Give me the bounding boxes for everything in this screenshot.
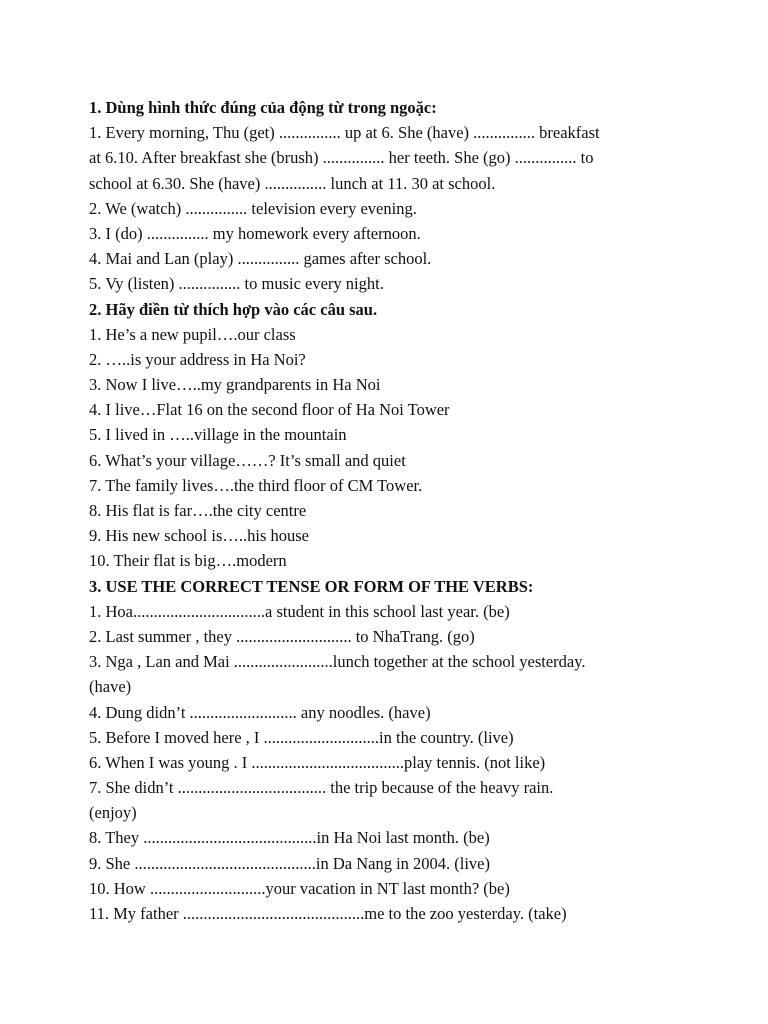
- exercise-line: 2. Last summer , they ............................ to NhaTrang. (go): [89, 626, 475, 646]
- exercise-line: 11. My father ............................................me to the zoo yesterday. (take): [89, 904, 567, 923]
- exercise-line: 7. The family lives….the third floor of CM Tower.: [89, 475, 423, 495]
- exercise-line: 8. His flat is far….the city centre: [89, 501, 307, 520]
- exercise-line: 5. I lived in …..village in the mountain: [89, 425, 347, 445]
- exercise-line: 4. Dung didn’t .......................... any noodles. (have): [89, 702, 431, 722]
- exercise-line: 1. Hoa................................a student in this school last year. (be): [89, 601, 510, 621]
- exercise-line: 3. Nga , Lan and Mai ........................lunch together at the school yesterday.: [89, 652, 586, 672]
- exercise-line: 2. …..is your address in Ha Noi?: [89, 349, 306, 369]
- exercise-line: 4. Mai and Lan (play) ............... games after school.: [89, 249, 432, 269]
- exercise-line: at 6.10. After breakfast she (brush) ............... her teeth. She (go) ............... to: [89, 148, 594, 168]
- exercise-line: 5. Vy (listen) ............... to music every night.: [89, 274, 384, 294]
- exercise-line: school at 6.30. She (have) ............... lunch at 11. 30 at school.: [89, 173, 496, 193]
- exercise-line: 7. She didn’t .................................... the trip because of the heavy rain.: [89, 778, 554, 798]
- section-heading: 2. Hãy điền từ thích hợp vào các câu sau.: [89, 299, 378, 319]
- exercise-line: (enjoy): [89, 803, 137, 823]
- exercise-line: (have): [89, 677, 132, 697]
- exercise-line: 10. Their flat is big….modern: [89, 551, 287, 571]
- exercise-line: 1. He’s a new pupil….our class: [89, 324, 296, 344]
- section-heading: 3. USE THE CORRECT TENSE OR FORM OF THE VERBS:: [89, 576, 534, 596]
- exercise-line: 3. Now I live…..my grandparents in Ha Noi: [89, 375, 381, 395]
- exercise-line: 6. When I was young . I .....................................play tennis. (not like): [89, 752, 546, 772]
- exercise-line: 9. She ............................................in Da Nang in 2004. (live): [89, 853, 491, 873]
- section-heading: 1. Dùng hình thức đúng của động từ trong ngoặc:: [89, 98, 437, 117]
- exercise-line: 3. I (do) ............... my homework every afternoon.: [89, 223, 421, 243]
- exercise-line: 9. His new school is…..his house: [89, 526, 309, 546]
- exercise-line: 10. How ............................your vacation in NT last month? (be): [89, 878, 510, 898]
- exercise-line: 8. They ..........................................in Ha Noi last month. (be): [89, 828, 490, 848]
- exercise-line: 5. Before I moved here , I ............................in the country. (live): [89, 727, 514, 747]
- exercise-line: 6. What’s your village……? It’s small and quiet: [89, 450, 406, 470]
- exercise-line: 2. We (watch) ............... television every evening.: [89, 198, 417, 218]
- document-body: [89, 95, 689, 926]
- exercise-line: 4. I live…Flat 16 on the second floor of Ha Noi Tower: [89, 400, 450, 420]
- exercise-line: 1. Every morning, Thu (get) ............... up at 6. She (have) ............... breakfast: [89, 123, 600, 143]
